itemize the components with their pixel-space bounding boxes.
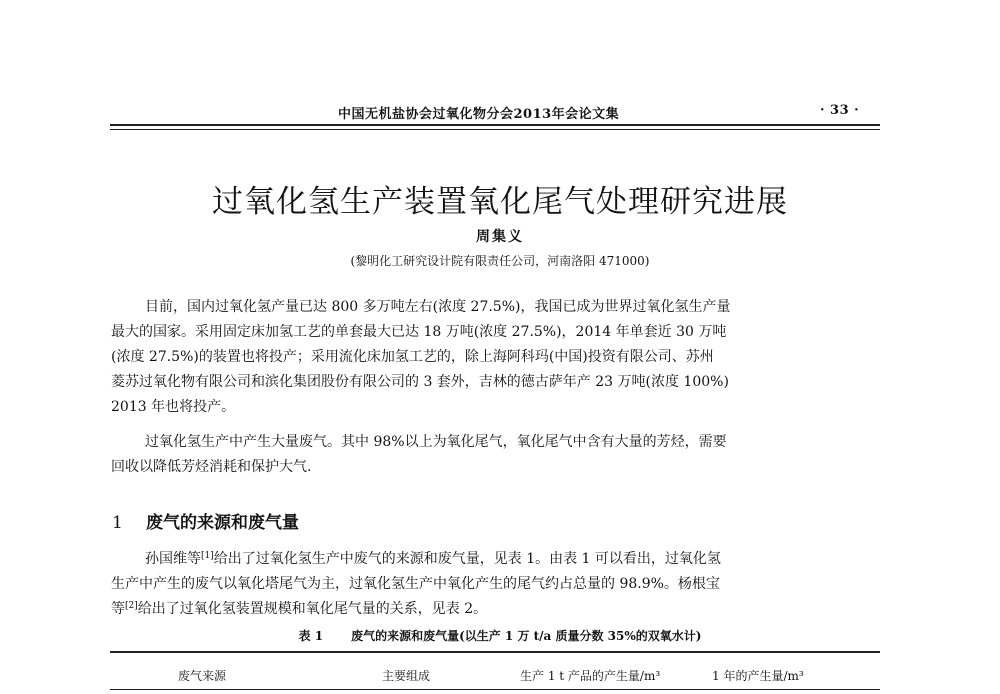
section-heading — [112, 508, 299, 533]
page-number: · 33 · — [820, 103, 860, 118]
citation-ref: [2] — [125, 601, 138, 611]
table-header-cell: 主要组成 — [382, 669, 431, 683]
text-run: 给出了过氧化氢装置规模和氧化尾气量的关系，见表 2。 — [137, 601, 488, 617]
article-title: 过氧化氢生产装置氧化尾气处理研究进展 — [212, 184, 788, 220]
table-header-rule — [110, 689, 880, 690]
text-run: 孙国维等 — [145, 551, 201, 567]
journal-header: 中国无机盐协会过氧化物分会2013年会论文集 — [338, 107, 620, 122]
citation-ref: [1] — [201, 551, 214, 561]
section-number: 1 — [112, 513, 123, 533]
paragraph-2-line: 回收以降低芳烃消耗和保护大气. — [111, 459, 312, 475]
section-1-line: 生产中产生的废气以氧化塔尾气为主，过氧化氢生产中氧化产生的尾气约占总量的 98.9%。杨根宝 — [111, 576, 720, 592]
paragraph-1-line: 2013 年也将投产。 — [111, 399, 236, 415]
author-affiliation: (黎明化工研究设计院有限责任公司，河南洛阳 471000) — [350, 254, 650, 268]
text-run: 给出了过氧化氢生产中废气的来源和废气量，见表 1。由表 1 可以看出，过氧化氢 — [213, 551, 721, 567]
table-header-cell: 废气来源 — [178, 669, 227, 683]
table-header-cell: 1 年的产生量/m³ — [712, 669, 804, 683]
table-caption — [0, 627, 1000, 644]
section-1-line — [111, 599, 487, 619]
paragraph-1-line: (浓度 27.5%)的装置也将投产；采用流化床加氢工艺的，除上海阿科玛(中国)投资有限公司、苏州 — [111, 349, 714, 365]
section-title: 废气的来源和废气量 — [146, 513, 299, 533]
text-run: 等 — [111, 601, 125, 617]
table-top-rule — [110, 651, 880, 653]
paragraph-2-line: 过氧化氢生产中产生大量废气。其中 98%以上为氧化尾气，氧化尾气中含有大量的芳烃，需要 — [145, 434, 727, 450]
author-name: 周集义 — [476, 229, 524, 245]
table-label: 表 1 — [298, 629, 324, 643]
table-header-cell: 生产 1 t 产品的产生量/m³ — [520, 669, 661, 683]
section-1-line — [145, 549, 721, 569]
table-caption-text: 废气的来源和废气量(以生产 1 万 t/a 质量分数 35%的双氧水计) — [351, 629, 702, 643]
paragraph-1-line: 目前，国内过氧化氢产量已达 800 多万吨左右(浓度 27.5%)，我国已成为世界过氧化氢生产量 — [145, 299, 731, 315]
header-rule-thin — [110, 129, 880, 130]
paragraph-1-line: 菱苏过氧化物有限公司和滨化集团股份有限公司的 3 套外，吉林的德古萨年产 23 万吨(浓度 100%) — [111, 374, 729, 390]
header-rule-thick — [110, 124, 880, 126]
paragraph-1-line: 最大的国家。采用固定床加氢工艺的单套最大已达 18 万吨(浓度 27.5%)，2014 年单套近 30 万吨 — [111, 324, 727, 340]
